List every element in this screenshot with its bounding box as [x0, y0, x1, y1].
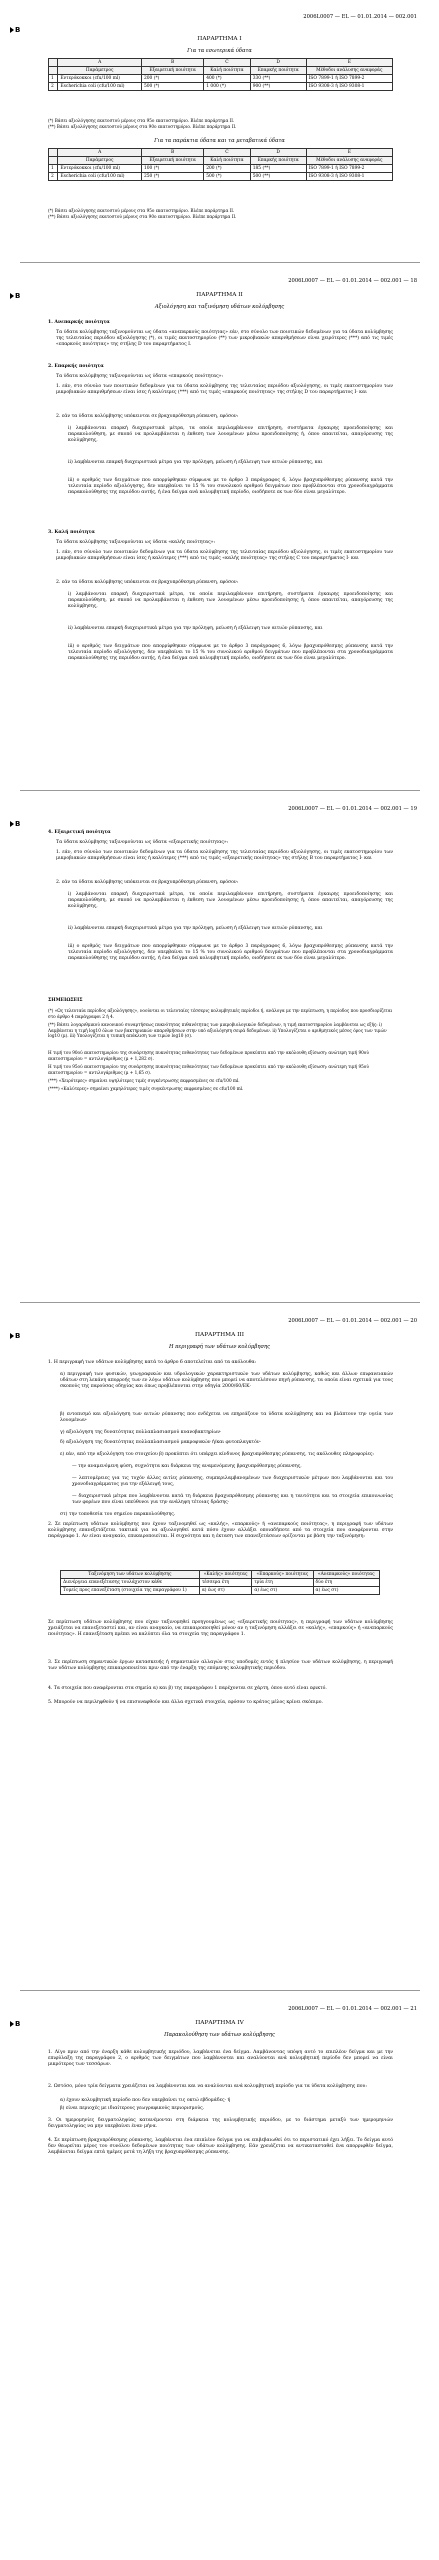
- table-cell: 200 (*): [141, 75, 203, 83]
- table-cell: ISO 7899-1 ή ISO 7899-2: [306, 165, 392, 173]
- table-header-cell: Εξαιρετική ποιότητα: [141, 157, 203, 165]
- page-header: 2006L0007 — EL — 01.01.2014 — 002.001: [303, 14, 417, 20]
- list-item: i) λαμβάνονται επαρκή διαχειριστικά μέτρα, τα οποία περιλαμβάνουν επιτήρηση, συστήματα έγκαιρης προειδοποίησης και παρακολούθηση, με σκοπό να προλαμβάνεται η έκθεση των λουομένων μέσω προειδοποίησης ή, όπου απαιτείται, απαγόρευσης της κολύμβησης,: [68, 592, 393, 610]
- table-cell: 100 (*): [141, 165, 203, 173]
- table-cell: ISO 7899-1 ή ISO 7899-2: [306, 75, 392, 83]
- table-cell: 500 (**): [250, 173, 306, 181]
- table-caption: Για τα εσωτερικά ύδατα: [187, 48, 252, 54]
- list-item: ii) λαμβάνονται επαρκή διαχειριστικά μέτρα για την πρόληψη, μείωση ή εξάλειψη των αιτιών ρύπανσης, και: [68, 626, 323, 631]
- table-header-cell: «Καλής» ποιότητας: [199, 1571, 252, 1579]
- table-cell: Τομείς προς επανεξέταση (στοιχεία της παραγράφου 1): [61, 1587, 200, 1595]
- annex-title: ΠΑΡΑΡΤΗΜΑ I: [197, 36, 242, 42]
- table-cell: Εντερόκοκκοι (cfu/100 ml): [58, 75, 142, 83]
- page-divider: [20, 790, 420, 791]
- list-item: β) εντοπισμό και αξιολόγηση των αιτιών ρύπανσης που ενδέχεται να επηρεάζουν τα ύδατα κολύμβησης και να βλάπτουν την υγεία των λουομένων·: [60, 1412, 393, 1424]
- table-footnote: (*) Βάσει αξιολόγησης εκατοστού μέρους στα 95o εκατοστημόριο. Βλέπε παράρτημα II.: [48, 118, 235, 123]
- list-item: i) λαμβάνονται επαρκή διαχειριστικά μέτρα, τα οποία περιλαμβάνουν επιτήρηση, συστήματα έγκαιρης προειδοποίησης και παρακολούθηση, με σκοπό να προλαμβάνεται η έκθεση των λουομένων μέσω προειδοποίησης ή, όπου απαιτείται, απαγόρευσης της κολύμβησης,: [68, 426, 393, 444]
- amendment-marker: B: [10, 820, 20, 828]
- table-cell: Escherichia coli (cfu/100 ml): [58, 173, 142, 181]
- list-item: iii) ο αριθμός των δειγμάτων που απορρίφθηκαν σύμφωνα με το άρθρο 3 παράγραφος 6, λόγω βραχυπρόθεσμης ρύπανσης κατά την τελευταία περίοδο αξιολόγησης, δεν υπερβαίνει το 15 % του συνολικού αριθμού δειγμάτων που προβλέπονται στα χρονοδιαγράμματα παρακολούθησης της περιόδου αυτής, ή ένα δείγμα ανά κολυμβητική περίοδο, οιοδήποτε εκ των δύο είναι μεγαλύτερο.: [68, 644, 393, 662]
- paragraph: Σε περίπτωση υδάτων κολύμβησης που είχαν ταξινομηθεί προηγουμένως ως «εξαιρετικής ποιότητας», η περιγραφή των υδάτων κολύμβησης χρειάζεται να επανεξεταστεί και, αν είναι αναγκαίο, να επικαιροποιηθεί μόνον αν η ταξινόμηση αλλάξει σε «καλής», «επαρκούς» ή «ανεπαρκούς ποιότητας». Η επανεξέταση πρέπει να καλύπτει όλα τα στοιχεία της παραγράφου 1.: [48, 1620, 393, 1638]
- page-header: 2006L0007 — EL — 01.01.2014 — 002.001 — 21: [288, 2006, 417, 2012]
- table-cell: α) έως στ): [252, 1587, 313, 1595]
- table-cell: 1: [49, 75, 58, 83]
- note-item: (***) «Χειρότερες» σημαίνει υψηλότερες τιμές συγκέντρωσης εκφρασμένες σε cfu/100 ml.: [48, 1078, 240, 1083]
- amendment-marker: B: [10, 2020, 20, 2028]
- list-item: στ) την τοποθεσία του σημείου παρακολούθησης.: [60, 1512, 176, 1517]
- paragraph: 4. Τα στοιχεία που αναφέρονται στα σημεία α) και β) της παραγράφου 1 παρέχονται σε χάρτη, όπου αυτό είναι εφικτό.: [48, 1686, 327, 1691]
- table-cell: E: [306, 59, 392, 67]
- table-letter-row: [49, 149, 393, 157]
- page-divider: [20, 1302, 420, 1303]
- table-cell: [49, 59, 58, 67]
- page-annex-4: [0, 1996, 439, 2556]
- table-header-row: [61, 1571, 380, 1579]
- table-cell: 500 (*): [204, 173, 250, 181]
- section-heading: 4. Εξαιρετική ποιότητα: [48, 830, 111, 835]
- list-item: 1. εάν, στο σύνολο των ποιοτικών δεδομένων για τα ύδατα κολύμβησης της τελευταίας περιόδου αξιολόγησης, οι τιμές εκατοστημορίου των μικροβιακών απαριθμήσεων είναι ίσες ή καλύτερες (***) από τις τιμές «εξαιρετικής ποιότητας» της στήλης B του παραρτήματος I· και: [56, 850, 393, 862]
- table-cell: 185 (**): [250, 165, 306, 173]
- note-item: Η τιμή του 90ού εκατοστημορίου της συνάρτησης πυκνότητας πιθανότητας των δεδομένων προκύπτει από την ακόλουθη εξίσωση: ανώτερη τιμή 90ού εκατοστημορίου = αντιλογάριθμος (μ + 1,282 σ).: [48, 1050, 369, 1061]
- page-header: 2006L0007 — EL — 01.01.2014 — 002.001 — 19: [288, 806, 417, 812]
- table-cell: Escherichia coli (cfu/100 ml): [58, 83, 142, 91]
- table-row: [49, 173, 393, 181]
- table-footnote: (*) Βάσει αξιολόγησης εκατοστού μέρους στα 95o εκατοστημόριο. Βλέπε παράρτημα II.: [48, 208, 235, 213]
- list-item: ii) λαμβάνονται επαρκή διαχειριστικά μέτρα για την πρόληψη, μείωση ή εξάλειψη των αιτιών ρύπανσης, και: [68, 926, 323, 931]
- list-item: 2. εάν τα ύδατα κολύμβησης υπόκεινται σε βραχυπρόθεσμη ρύπανση, εφόσον:: [56, 414, 239, 419]
- list-item: 2. εάν τα ύδατα κολύμβησης υπόκεινται σε βραχυπρόθεσμη ρύπανση, εφόσον:: [56, 580, 239, 585]
- table-cell: [49, 149, 58, 157]
- table-cell: 250 (*): [141, 173, 203, 181]
- page-annex-2-cont: [0, 796, 439, 1276]
- arrow-icon: [10, 821, 14, 827]
- coastal-waters-table: [48, 148, 393, 181]
- table-cell: D: [250, 59, 306, 67]
- table-cell: Εντερόκοκκοι (cfu/100 ml): [58, 165, 142, 173]
- list-item: 2. Σε περίπτωση υδάτων κολύμβησης που έχουν ταξινομηθεί ως «καλής», «επαρκούς» ή «ανεπαρκούς ποιότητας», η περιγραφή των υδάτων κολύμβησης επανεξετάζεται τακτικά για να αξιολογηθεί κατά πόσο έχουν αλλάξει οποιαδήποτε από τα στοιχεία που αναφέρονται στην παράγραφο 1. Αν είναι αναγκαίο, επικαιροποιείται. Η συχνότητα και η έκταση των επανεξετάσεων ορίζονται με βάση την ταξινόμηση:: [48, 1522, 393, 1540]
- annex-subtitle: Η περιγραφή των υδάτων κολύμβησης: [168, 1344, 271, 1350]
- table-cell: α) έως στ): [313, 1587, 380, 1595]
- section-heading: 1. Ανεπαρκής ποιότητα: [48, 320, 110, 325]
- table-caption: Για τα παράκτια ύδατα και τα μεταβατικά ύδατα: [154, 138, 285, 144]
- list-item: β) είναι περιοχές με ιδιαίτερους γεωγραφικούς περιορισμούς.: [60, 2106, 205, 2111]
- table-cell: α) έως στ): [199, 1587, 252, 1595]
- list-item: γ) αξιολόγηση της δυνατότητας πολλαπλασιασμού κυανοβακτηρίων·: [60, 1430, 222, 1435]
- table-footnote: (**) Βάσει αξιολόγησης εκατοστού μέρους στα 90o εκατοστημόριο. Βλέπε παράρτημα II.: [48, 124, 237, 129]
- table-cell: C: [204, 59, 250, 67]
- table-cell: 200 (*): [204, 165, 250, 173]
- table-header-row: [49, 67, 393, 75]
- table-header-cell: Καλή ποιότητα: [204, 157, 250, 165]
- paragraph: 5. Μπορούν να περιληφθούν ή να επισυναφθούν και άλλα σχετικά στοιχεία, εφόσον το κράτος μέλος κρίνει σκόπιμο.: [48, 1700, 323, 1705]
- table-header-cell: Μέθοδοι ανάλυσης αναφοράς: [306, 67, 392, 75]
- table-cell: 1 000 (*): [204, 83, 250, 91]
- list-item: iii) ο αριθμός των δειγμάτων που απορρίφθηκαν σύμφωνα με το άρθρο 3 παράγραφος 6, λόγω βραχυπρόθεσμης ρύπανσης κατά την τελευταία περίοδο αξιολόγησης, δεν υπερβαίνει το 15 % του συνολικού αριθμού δειγμάτων που προβλέπονται στα χρονοδιαγράμματα παρακολούθησης της περιόδου αυτής, ή ένα δείγμα ανά κολυμβητική περίοδο, οιοδήποτε εκ των δύο είναι μεγαλύτερο.: [68, 478, 393, 496]
- list-item: 2. εάν τα ύδατα κολύμβησης υπόκεινται σε βραχυπρόθεσμη ρύπανση, εφόσον:: [56, 880, 239, 885]
- arrow-icon: [10, 27, 14, 33]
- table-header-cell: [49, 67, 58, 75]
- table-cell: 330 (**): [250, 75, 306, 83]
- section-heading: 2. Επαρκής ποιότητα: [48, 364, 104, 369]
- page-divider: [20, 262, 420, 263]
- table-row: [61, 1579, 380, 1587]
- table-header-cell: [49, 157, 58, 165]
- table-row: [61, 1587, 380, 1595]
- annex-subtitle: Παρακολούθηση των υδάτων κολύμβησης: [164, 2032, 275, 2038]
- list-item: iii) ο αριθμός των δειγμάτων που απορρίφθηκαν σύμφωνα με το άρθρο 3 παράγραφος 6, λόγω βραχυπρόθεσμης ρύπανσης κατά την τελευταία περίοδο αξιολόγησης, δεν υπερβαίνει το 15 % του συνολικού αριθμού δειγμάτων που προβλέπονται στα χρονοδιαγράμματα παρακολούθησης της περιόδου αυτής, ή ένα δείγμα ανά κολυμβητική περίοδο, οιοδήποτε εκ των δύο είναι μεγαλύτερο.: [68, 944, 393, 962]
- review-frequency-table: [60, 1570, 380, 1595]
- paragraph: Τα ύδατα κολύμβησης ταξινομούνται ως ύδατα «ανεπαρκούς ποιότητας» εάν, στο σύνολο των ποιοτικών δεδομένων για τα ύδατα κολύμβησης της τελευταίας περιόδου αξιολόγησης (*), οι τιμές εκατοστημορίου (**) των μικροβιακών απαριθμήσεων είναι χειρότερες (***) από τις τιμές «επαρκούς ποιότητας» της στήλης D του παραρτήματος I.: [56, 330, 393, 348]
- list-item: 1. Η περιγραφή των υδάτων κολύμβησης κατά το άρθρο 6 αποτελείται από τα ακόλουθα:: [48, 1360, 257, 1365]
- table-letter-row: [49, 59, 393, 67]
- paragraph: Τα ύδατα κολύμβησης ταξινομούνται ως ύδατα «επαρκούς ποιότητας»:: [56, 374, 224, 379]
- table-cell: ISO 9308-3 ή ISO 9308-1: [306, 83, 392, 91]
- list-item: 1. Λίγο πριν από την έναρξη κάθε κολυμβητικής περιόδου, λαμβάνεται ένα δείγμα. Λαμβάνοντας υπόψη αυτό το επιπλέον δείγμα και με την επιφύλαξη της παραγράφου 2, ο αριθμός των δειγμάτων που λαμβάνονται και αναλύονται ανά κολυμβητική περίοδο δεν μπορεί να είναι μικρότερος των τεσσάρων.: [48, 2050, 393, 2068]
- table-header-row: [49, 157, 393, 165]
- table-header-cell: «Ανεπαρκούς» ποιότητας: [313, 1571, 380, 1579]
- annex-title: ΠΑΡΑΡΤΗΜΑ IV: [195, 2020, 244, 2026]
- annex-subtitle: Αξιολόγηση και ταξινόμηση υδάτων κολύμβησης: [154, 304, 285, 310]
- inland-waters-table: [48, 58, 393, 91]
- paragraph: Τα ύδατα κολύμβησης ταξινομούνται ως ύδατα «καλής ποιότητας»:: [56, 540, 216, 545]
- list-item: 3. Οι ημερομηνίες δειγματοληψίας κατανέμονται στη διάρκεια της κολυμβητικής περιόδου, με το διάστημα μεταξύ των ημερομηνιών δειγματοληψίας να μην υπερβαίνει έναν μήνα.: [48, 2118, 393, 2130]
- list-item: 1. εάν, στο σύνολο των ποιοτικών δεδομένων για τα ύδατα κολύμβησης της τελευταίας περιόδου αξιολόγησης, οι τιμές εκατοστημορίου των μικροβιακών απαριθμήσεων είναι ίσες ή καλύτερες (***) από τις τιμές «καλής ποιότητας» της στήλης C του παραρτήματος I· και: [56, 550, 393, 562]
- table-header-cell: Καλή ποιότητα: [204, 67, 250, 75]
- table-cell: Διενέργεια επανεξέτασης τουλάχιστον κάθε: [61, 1579, 200, 1587]
- table-header-cell: Μέθοδοι ανάλυσης αναφοράς: [306, 157, 392, 165]
- table-cell: ISO 9308-3 ή ISO 9308-1: [306, 173, 392, 181]
- page-header: 2006L0007 — EL — 01.01.2014 — 002.001 — 18: [288, 278, 417, 284]
- note-item: (*) «Ως τελευταία περίοδος αξιολόγησης», νοούνται οι τελευταίες τέσσερις κολυμβητικές περίοδοι ή, ανάλογα με την περίπτωση, η περίοδος που προσδιορίζεται στο άρθρο 4 παράγραφοι 2 ή 4.: [48, 1008, 393, 1019]
- table-cell: B: [141, 59, 203, 67]
- table-cell: 2: [49, 173, 58, 181]
- list-item: — την αναμενόμενη φύση, συχνότητα και διάρκεια της αναμενόμενης βραχυπρόθεσμης ρύπανσης,: [72, 1464, 302, 1469]
- list-item: 1. εάν, στο σύνολο των ποιοτικών δεδομένων για τα ύδατα κολύμβησης της τελευταίας περιόδου αξιολόγησης, οι τιμές εκατοστημορίου των μικροβιακών απαριθμήσεων είναι ίσες ή καλύτερες (***) από τις τιμές «επαρκούς ποιότητας» της στήλης D του παραρτήματος I· και: [56, 384, 393, 396]
- list-item: 2. Ωστόσο, μόνο τρία δείγματα χρειάζεται να λαμβάνονται και να αναλύονται ανά κολυμβητική περίοδο για τα ύδατα κολύμβησης που:: [48, 2084, 367, 2089]
- amendment-marker: B: [10, 26, 20, 34]
- amendment-marker: B: [10, 292, 20, 300]
- table-cell: 400 (*): [204, 75, 250, 83]
- list-item: i) λαμβάνονται επαρκή διαχειριστικά μέτρα, τα οποία περιλαμβάνουν επιτήρηση, συστήματα έγκαιρης προειδοποίησης και παρακολούθηση, με σκοπό να προλαμβάνεται η έκθεση των λουομένων μέσω προειδοποίησης ή, όπου απαιτείται, απαγόρευσης της κολύμβησης,: [68, 892, 393, 910]
- page-annex-2: [0, 268, 439, 768]
- table-header-cell: Επαρκής ποιότητα: [250, 157, 306, 165]
- paragraph: Τα ύδατα κολύμβησης ταξινομούνται ως ύδατα «εξαιρετικής ποιότητας»:: [56, 840, 229, 845]
- table-cell: A: [58, 149, 142, 157]
- table-cell: C: [204, 149, 250, 157]
- table-cell: τρία έτη: [252, 1579, 313, 1587]
- list-item: δ) αξιολόγηση της δυνατότητας πολλαπλασιασμού μακροφυκών ή/και φυτοπλαγκτόν·: [60, 1440, 262, 1445]
- note-item: (****) «Καλύτερες» σημαίνει χαμηλότερες τιμές συγκέντρωσης εκφρασμένες σε cfu/100 ml.: [48, 1086, 244, 1091]
- page-header: 2006L0007 — EL — 01.01.2014 — 002.001 — 20: [288, 1318, 417, 1324]
- note-item: Η τιμή του 95ού εκατοστημορίου της συνάρτησης πυκνότητας πιθανότητας των δεδομένων προκύπτει από την ακόλουθη εξίσωση: ανώτερη τιμή 95ού εκατοστημορίου = αντιλογάριθμος (μ + 1,65 σ).: [48, 1064, 369, 1075]
- section-heading: 3. Καλή ποιότητα: [48, 530, 95, 535]
- table-cell: B: [141, 149, 203, 157]
- table-header-cell: Επαρκής ποιότητα: [250, 67, 306, 75]
- table-cell: δύο έτη: [313, 1579, 380, 1587]
- paragraph: 3. Σε περίπτωση σημαντικών έργων κατασκευής ή σημαντικών αλλαγών στις υποδομές εντός ή πλησίον των υδάτων κολύμβησης, η περιγραφή των υδάτων κολύμβησης επικαιροποιείται πριν από την έναρξη της επόμενης κολυμβητικής περιόδου.: [48, 1660, 393, 1672]
- table-row: [49, 83, 393, 91]
- list-item: ε) εάν, από την αξιολόγηση του στοιχείου β) προκύπτει ότι υπάρχει κίνδυνος βραχυπρόθεσμης ρύπανσης, τις ακόλουθες πληροφορίες:: [60, 1452, 374, 1457]
- notes-heading: ΣΗΜΕΙΩΣΕΙΣ: [48, 998, 83, 1003]
- table-header-cell: Παράμετρος: [58, 67, 142, 75]
- table-cell: D: [250, 149, 306, 157]
- table-header-cell: Εξαιρετική ποιότητα: [141, 67, 203, 75]
- page-divider: [20, 1990, 420, 1991]
- annex-title: ΠΑΡΑΡΤΗΜΑ II: [196, 292, 243, 298]
- list-item: — διαχειριστικά μέτρα που λαμβάνονται κατά τη διάρκεια βραχυπρόθεσμης ρύπανσης και η ταυτότητα και τα στοιχεία επικοινωνίας των φορέων που είναι υπεύθυνοι για την ανάληψη τέτοιας δράσης·: [72, 1494, 393, 1506]
- table-header-cell: Παράμετρος: [58, 157, 142, 165]
- table-cell: 500 (*): [141, 83, 203, 91]
- table-header-cell: «Επαρκούς» ποιότητας: [252, 1571, 313, 1579]
- page-annex-1: [0, 0, 439, 260]
- table-row: [49, 165, 393, 173]
- list-item: 4. Σε περίπτωση βραχυπρόθεσμης ρύπανσης, λαμβάνεται ένα επιπλέον δείγμα για να επιβεβαιωθεί ότι το περιστατικό έχει λήξει. Το δείγμα αυτό δεν θεωρείται μέρος του συνόλου δεδομένων ποιότητας των υδάτων κολύμβησης. Εάν χρειάζεται να αντικατασταθεί ένα απορριφθέν δείγμα, λαμβάνεται δείγμα επτά ημέρες μετά τη λήξη της βραχυπρόθεσμης ρύπανσης.: [48, 2138, 393, 2156]
- table-footnote: (**) Βάσει αξιολόγησης εκατοστού μέρους στα 90o εκατοστημόριο. Βλέπε παράρτημα II.: [48, 214, 237, 219]
- table-cell: 1: [49, 165, 58, 173]
- page-annex-3: [0, 1308, 439, 1988]
- table-cell: τέσσερα έτη: [199, 1579, 252, 1587]
- list-item: ii) λαμβάνονται επαρκή διαχειριστικά μέτρα για την πρόληψη, μείωση ή εξάλειψη των αιτιών ρύπανσης, και: [68, 460, 323, 465]
- table-cell: E: [306, 149, 392, 157]
- list-item: α) έχουν κολυμβητική περίοδο που δεν υπερβαίνει τις οκτώ εβδομάδες· ή: [60, 2098, 231, 2103]
- list-item: α) περιγραφή των φυσικών, γεωγραφικών και υδρολογικών χαρακτηριστικών των υδάτων κολύμβησης, καθώς και άλλων επιφανειακών υδάτων στη λεκάνη απορροής των εν λόγω υδάτων κολύμβησης που μπορεί να αποτελέσουν πηγή ρύπανσης, τα οποία είναι σχετικά για τους σκοπούς της παρούσας οδηγίας και όπως προβλέπονται στην οδηγία 2000/60/ΕΚ·: [60, 1372, 393, 1390]
- table-cell: 2: [49, 83, 58, 91]
- list-item: — λεπτομέρειες για τις τυχόν άλλες αιτίες ρύπανσης, συμπεριλαμβανομένων των διαχειριστικών μέτρων που λαμβάνονται και του χρονοδιαγράμματος για την εξάλειψή τους,: [72, 1476, 393, 1488]
- table-cell: 900 (**): [250, 83, 306, 91]
- note-item: (**) Βάσει λογαριθμικού κανονικού συναρτήσεως πυκνότητας πιθανότητας των μικροβιολογικών δεδομένων, η τιμή εκατοστημορίου λαμβάνεται ως εξής: i) Λαμβάνεται η τιμή log10 όλων των βακτηριακών απαριθμήσεων στην υπό αξιολόγηση σειρά δεδομένων. ii) Υπολογίζεται ο αριθμητικός μέσος όρος των τιμών log10 (μ). iii) Υπολογίζεται η τυπική απόκλιση των τιμών log10 (σ).: [48, 1022, 387, 1039]
- table-cell: A: [58, 59, 142, 67]
- amendment-marker: B: [10, 1332, 20, 1340]
- table-header-cell: Ταξινόμηση των υδάτων κολύμβησης: [61, 1571, 200, 1579]
- annex-title: ΠΑΡΑΡΤΗΜΑ III: [195, 1332, 244, 1338]
- table-row: [49, 75, 393, 83]
